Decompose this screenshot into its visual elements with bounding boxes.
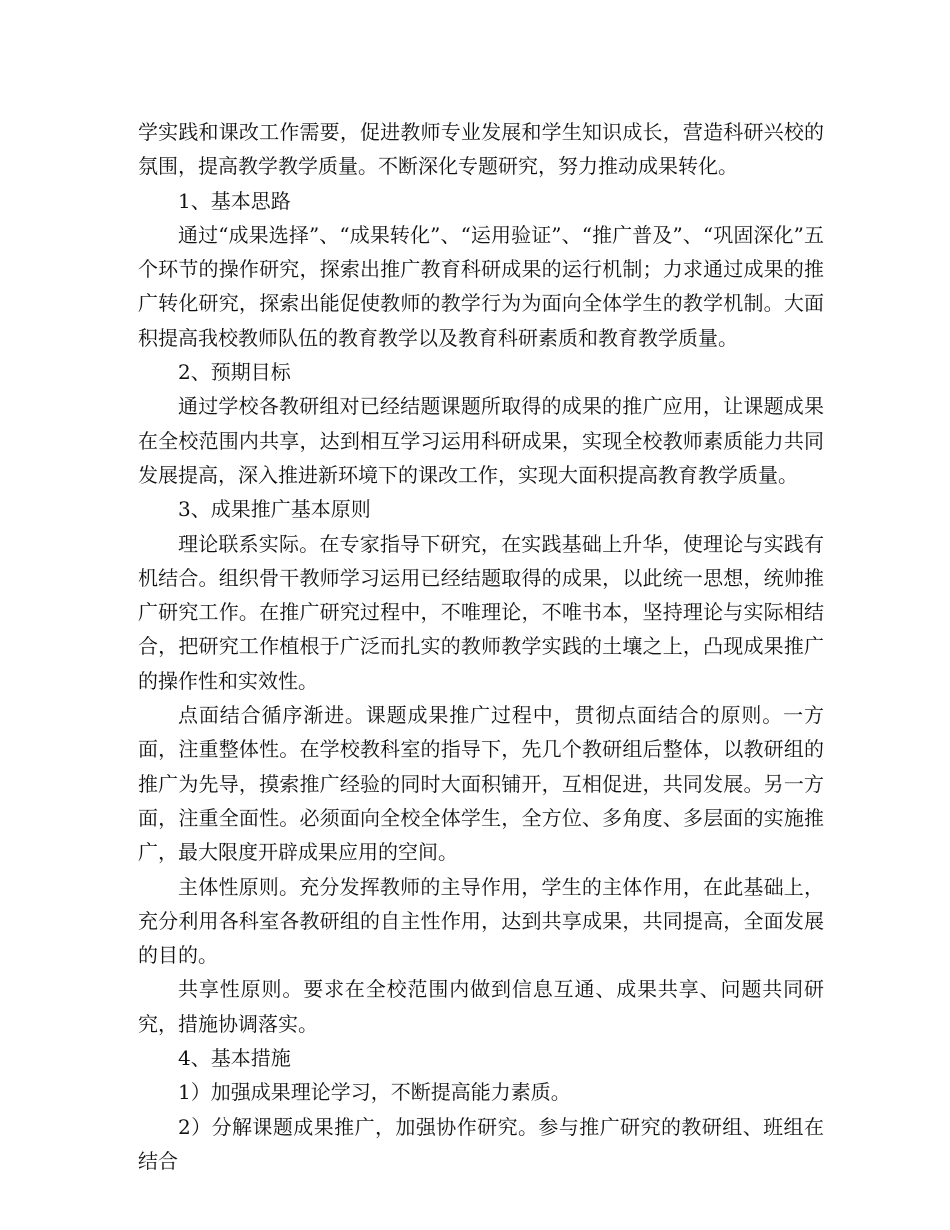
heading-basic-approach: 1、基本思路 bbox=[178, 188, 291, 213]
paragraph-basic-approach: 通过“成果选择”、“成果转化”、“运用验证”、“推广普及”、“巩固深化”五个环节的操作研究，探索出推广教育科研成果的运行机制；力求通过成果的推广转化研究，探索出能促使教师的教学行为为面向全体学生的教学机制。大面积提高我校教师队伍的教育教学以及教育科研素质和教育教学质量。 bbox=[138, 222, 824, 350]
paragraph-continuation: 学实践和课改工作需要，促进教师专业发展和学生知识成长，营造科研兴校的氛围，提高教学教学质量。不断深化专题研究，努力推动成果转化。 bbox=[138, 120, 824, 179]
paragraph-theory-practice: 理论联系实际。在专家指导下研究，在实践基础上升华，使理论与实践有机结合。组织骨干教师学习运用已经结题取得的成果，以此统一思想，统帅推广研究工作。在推广研究过程中，不唯理论，不唯书本，坚持理论与实际相结合，把研究工作植根于广泛而扎实的教师教学实践的土壤之上，凸现成果推广的操作性和实效性。 bbox=[138, 531, 824, 693]
paragraph-expected-goals: 通过学校各教研组对已经结题课题所取得的成果的推广应用，让课题成果在全校范围内共享，达到相互学习运用科研成果，实现全校教师素质能力共同发展提高，深入推进新环境下的课改工作，实现大面积提高教育教学质量。 bbox=[138, 394, 824, 487]
paragraph-subjectivity: 主体性原则。充分发挥教师的主导作用，学生的主体作用，在此基础上，充分利用各科室各教研组的自主性作用，达到共享成果，共同提高，全面发展的目的。 bbox=[138, 874, 824, 968]
paragraph-point-surface: 点面结合循序渐进。课题成果推广过程中，贯彻点面结合的原则。一方面，注重整体性。在学校教科室的指导下，先几个教研组后整体，以教研组的推广为先导，摸索推广经验的同时大面积铺开，互相促进，共同发展。另一方面，注重全面性。必须面向全校全体学生，全方位、多角度、多层面的实施推广，最大限度开辟成果应用的空间。 bbox=[138, 703, 824, 865]
list-item-measure-2: 2）分解课题成果推广，加强协作研究。参与推广研究的教研组、班组在结合 bbox=[138, 1114, 824, 1173]
document-body bbox=[138, 115, 824, 1178]
heading-basic-principles: 3、成果推广基本原则 bbox=[178, 497, 371, 522]
heading-expected-goals: 2、预期目标 bbox=[178, 360, 291, 385]
list-item-measure-1: 1）加强成果理论学习，不断提高能力素质。 bbox=[178, 1080, 571, 1105]
paragraph-sharing: 共享性原则。要求在全校范围内做到信息互通、成果共享、问题共同研究，措施协调落实。 bbox=[138, 977, 824, 1036]
heading-basic-measures: 4、基本措施 bbox=[178, 1046, 291, 1071]
